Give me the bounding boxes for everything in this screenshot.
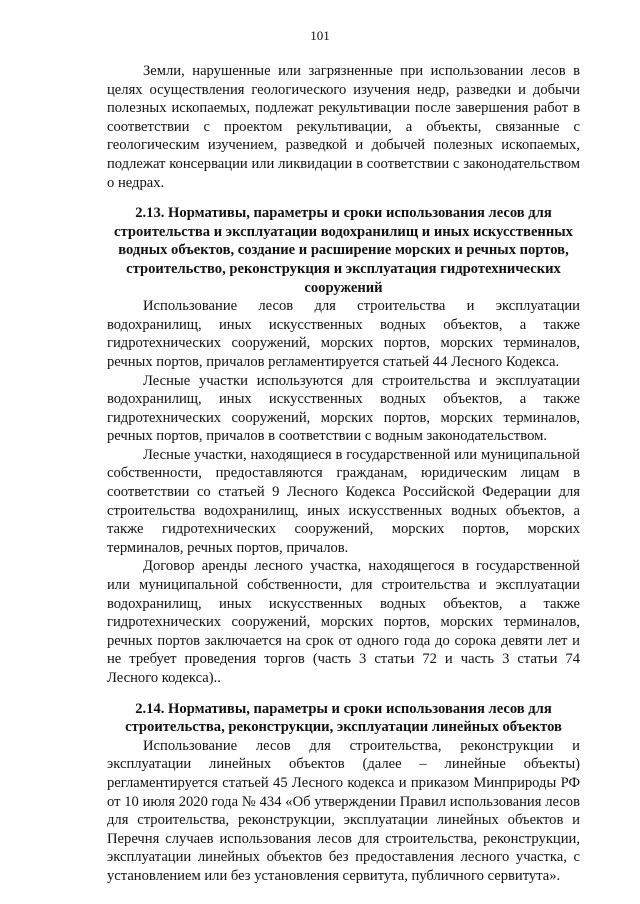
page-content xyxy=(107,62,580,886)
page-number: 101 xyxy=(310,28,330,43)
paragraph: Лесные участки используются для строительства и эксплуатации водохранилищ, иных искусственных водных объектов, а также гидротехнических сооружений, морских портов, морских терминалов, речных портов, причалов в соответствии с водным законодательством. xyxy=(107,372,580,445)
paragraph: Лесные участки, находящиеся в государственной или муниципальной собственности, предоставляются гражданам, юридическим лицам в соответствии со статьей 9 Лесного Кодекса Российской Федерации для строительства водохранилищ, иных искусственных водных объектов, а также гидротехнических сооружений, морских портов, морских терминалов, речных портов, причалов. xyxy=(107,446,580,556)
paragraph: Договор аренды лесного участка, находящегося в государственной или муниципальной собственности, для строительства и эксплуатации водохранилищ, иных искусственных водных объектов, а также гидротехнических сооружений, морских портов, морских терминалов, речных портов заключается на срок от одного года до сорока девяти лет и не требует проведения торгов (часть 3 статьи 72 и часть 3 статьи 74 Лесного кодекса).. xyxy=(107,558,580,686)
paragraph: Использование лесов для строительства и эксплуатации водохранилищ, иных искусственных водных объектов, а также гидротехнических сооружений, морских портов, морских терминалов, речных портов, причалов регламентируется статьей 44 Лесного Кодекса. xyxy=(107,298,580,370)
section-heading-2-13: 2.13. Нормативы, параметры и сроки использования лесов для строительства и эксплуатации водохранилищ и иных искусственных водных объектов, создание и расширение морских и речных портов, строительство, реконструкция и эксплуатация гидротехнических сооружений xyxy=(114,205,573,296)
paragraph: Земли, нарушенные или загрязненные при использовании лесов в целях осуществления геологического изучения недр, разведки и добычи полезных ископаемых, подлежат рекультивации после завершения работ в соответствии с проектом рекультивации, а объекты, связанные с геологическим изучением, разведкой и добычей полезных ископаемых, подлежат консервации или ликвидации в соответствии с законодательством о недрах. xyxy=(107,63,580,191)
section-heading-2-14: 2.14. Нормативы, параметры и сроки использования лесов для строительства, реконструкции, эксплуатации линейных объектов xyxy=(125,700,562,736)
paragraph: Использование лесов для строительства, реконструкции и эксплуатации линейных объектов (далее – линейные объекты) регламентируется статьей 45 Лесного кодекса и приказом Минприроды РФ от 10 июля 2020 года № 434 «Об утверждении Правил использования лесов для строительства, реконструкции, эксплуатации линейных объектов и Перечня случаев использования лесов для строительства, реконструкции, эксплуатации линейных объектов без предоставления лесного участка, с установлением или без установления сервитута, публичного сервитута». xyxy=(107,737,580,884)
